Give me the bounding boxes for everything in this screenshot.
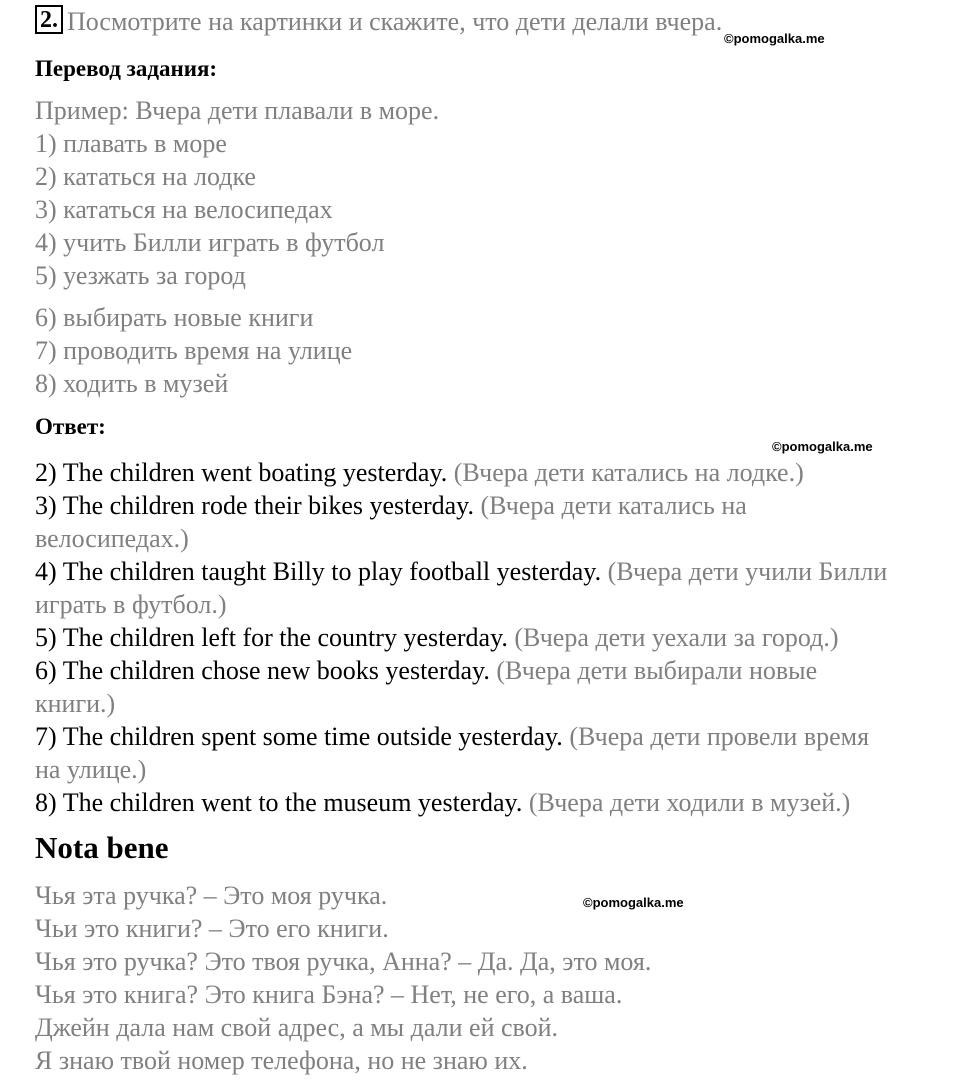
translation-line: 5) уезжать за город: [35, 261, 246, 290]
answer-item: [35, 654, 817, 687]
translation-line: 8) ходить в музей: [35, 369, 229, 398]
answer-russian-continued: играть в футбол.): [35, 590, 227, 619]
nota-bene-line: Чья это книга? Это книга Бэна? – Нет, не его, а ваша.: [35, 980, 623, 1009]
answer-english: 3) The children rode their bikes yesterday.: [35, 491, 474, 520]
answer-russian-continued: на улице.): [35, 755, 147, 784]
translation-line: 1) плавать в море: [35, 129, 227, 158]
answer-item: [35, 555, 887, 588]
nota-bene-line: Чья это ручка? Это твоя ручка, Анна? – Да. Да, это моя.: [35, 947, 652, 976]
answer-english: 8) The children went to the museum yesterday.: [35, 788, 523, 817]
answer-russian: (Вчера дети выбирали новые: [496, 656, 818, 685]
answer-russian-continued: велосипедах.): [35, 524, 189, 553]
translation-line: 6) выбирать новые книги: [35, 303, 314, 332]
translation-heading: Перевод задания:: [35, 56, 218, 81]
answer-english: 2) The children went boating yesterday.: [35, 458, 448, 487]
answer-english: 6) The children chose new books yesterday.: [35, 656, 490, 685]
translation-line: 2) кататься на лодке: [35, 162, 256, 191]
answer-english: 7) The children spent some time outside yesterday.: [35, 722, 563, 751]
answer-russian: (Вчера дети катались на лодке.): [453, 458, 804, 487]
answer-russian: (Вчера дети ходили в музей.): [528, 788, 851, 817]
answer-item: [35, 456, 804, 489]
answer-russian: (Вчера дети провели время: [569, 722, 870, 751]
answer-russian: (Вчера дети учили Билли: [607, 557, 888, 586]
answer-russian: (Вчера дети уехали за город.): [514, 623, 839, 652]
nota-bene-line: Чья эта ручка? – Это моя ручка.: [35, 881, 388, 910]
watermark-3: ©pomogalka.me: [583, 895, 684, 910]
translation-line: 4) учить Билли играть в футбол: [35, 228, 385, 257]
nota-bene-line: Я знаю твой номер телефона, но не знаю их.: [35, 1046, 528, 1075]
answer-item: [35, 621, 839, 654]
nota-bene-line: Джейн дала нам свой адрес, а мы дали ей свой.: [35, 1013, 559, 1042]
answer-item: [35, 489, 747, 522]
answer-item: [35, 786, 850, 819]
watermark-2: ©pomogalka.me: [772, 439, 873, 454]
task-instruction: Посмотрите на картинки и скажите, что дети делали вчера.: [67, 7, 723, 36]
watermark-1: ©pomogalka.me: [724, 31, 825, 46]
translation-line: 7) проводить время на улице: [35, 336, 353, 365]
answer-english: 4) The children taught Billy to play football yesterday.: [35, 557, 602, 586]
translation-line: 3) кататься на велосипедах: [35, 195, 333, 224]
answer-russian: (Вчера дети катались на: [480, 491, 747, 520]
answer-russian-continued: книги.): [35, 689, 116, 718]
answer-heading: Ответ:: [35, 414, 106, 439]
nota-bene-heading: Nota bene: [35, 830, 169, 865]
task-line: [35, 5, 722, 38]
answer-english: 5) The children left for the country yesterday.: [35, 623, 508, 652]
task-number: 2.: [35, 5, 63, 34]
nota-bene-line: Чьи это книги? – Это его книги.: [35, 914, 389, 943]
answer-item: [35, 720, 869, 753]
translation-line: Пример: Вчера дети плавали в море.: [35, 96, 440, 125]
